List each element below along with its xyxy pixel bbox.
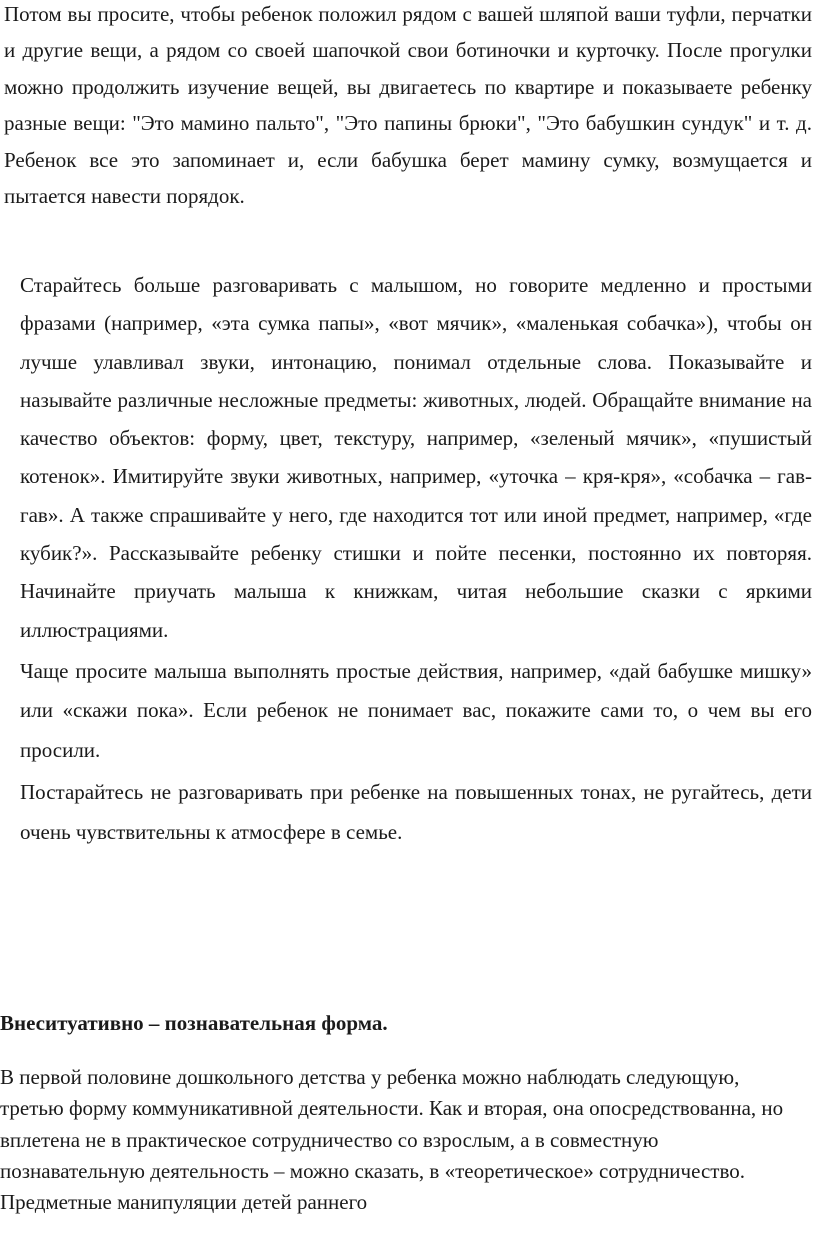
section-heading: Внеситуативно – познавательная форма.	[0, 1011, 388, 1035]
paragraph-text: Потом вы просите, чтобы ребенок положил рядом с вашей шляпой ваши туфли, перчатки и другие вещи, а рядом со своей шапочкой свои ботиночки и курточку. После прогулки можно продолжить изучение вещей, вы двигаетесь по квартире и показываете ребенку разные вещи: "Это мамино пальто", "Это папины брюки", "Это бабушкин сундук" и т. д. Ребенок все это запоминает и, если бабушка берет мамину сумку, возмущается и пытается навести порядок.	[4, 2, 812, 209]
indented-section	[20, 266, 812, 852]
paragraph-text: Постарайтесь не разговаривать при ребенке на повышенных тонах, не ругайтесь, дети очень чувствительны к атмосфере в семье.	[20, 780, 812, 844]
paragraph-text: В первой половине дошкольного детства у ребенка можно наблюдать следующую, третью форму коммуникативной деятельности. Как и вторая, она опосредствованна, но вплетена не в практическое сотрудничество со взрослым, а в совместную познавательную деятельность – можно сказать, в «теоретическое» сотрудничество. Предметные манипуляции детей раннего	[0, 1065, 784, 1215]
paragraph-text: Чаще просите малыша выполнять простые действия, например, «дай бабушке мишку» или «скажи пока». Если ребенок не понимает вас, покажите сами то, о чем вы его просили.	[20, 658, 812, 762]
paragraph-text: Старайтесь больше разговаривать с малышом, но говорите медленно и простыми фразами (например, «эта сумка папы», «вот мячик», «маленькая собачка»), чтобы он лучше улавливал звуки, интонацию, понимал отдельные слова. Показывайте и называйте различные несложные предметы: животных, людей. Обращайте внимание на качество объектов: форму, цвет, текстуру, например, «зеленый мячик», «пушистый котенок». Имитируйте звуки животных, например, «уточка – кря-кря», «собачка – гав-гав». А также спрашивайте у него, где находится тот или иной предмет, например, «где кубик?». Рассказывайте ребенку стишки и пойте песенки, постоянно их повторяя. Начинайте приучать малыша к книжкам, читая небольшие сказки с яркими иллюстрациями.	[20, 273, 812, 642]
